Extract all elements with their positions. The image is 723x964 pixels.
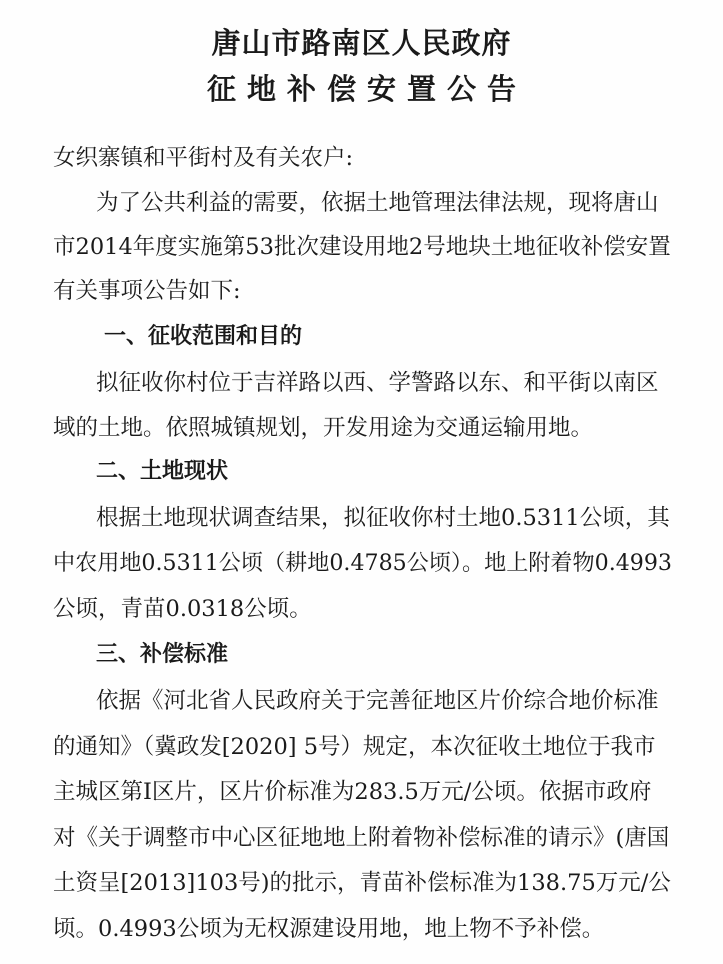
addressee: 女织寨镇和平街村及有关农户: — [53, 145, 354, 171]
title-line-1: 唐山市路南区人民政府 — [211, 26, 512, 60]
section-2-heading: 二、土地现状 — [96, 459, 229, 484]
section-2-line: 中农用地0.5311公顷（耕地0.4785公顷）。地上附着物0.4993 — [53, 550, 672, 576]
section-1-line: 域的土地。依照城镇规划，开发用途为交通运输用地。 — [53, 415, 594, 441]
intro-line: 有关事项公告如下: — [53, 278, 241, 304]
section-1-heading: 一、征收范围和目的 — [104, 324, 303, 349]
section-3-line: 依据《河北省人民政府关于完善征地区片价综合地价标准 — [96, 688, 659, 714]
section-3-heading: 三、补偿标准 — [96, 642, 229, 667]
section-3-line: 主城区第Ⅰ区片，区片价标准为283.5万元/公顷。依据市政府 — [53, 779, 652, 805]
title-line-2: 征地补偿安置公告 — [206, 72, 527, 106]
section-3-line: 土资呈[2013]103号)的批示，青苗补偿标准为138.75万元/公 — [53, 870, 671, 896]
intro-line: 市2014年度实施第53批次建设用地2号地块土地征收补偿安置 — [53, 234, 671, 260]
section-3-line: 对《关于调整市中心区征地地上附着物补偿标准的请示》(唐国 — [53, 825, 670, 851]
intro-line: 为了公共利益的需要，依据土地管理法律法规，现将唐山 — [96, 190, 659, 216]
section-2-line: 根据土地现状调查结果，拟征收你村土地0.5311公顷，其 — [96, 505, 670, 531]
section-3-line: 顷。0.4993公顷为无权源建设用地，地上物不予补偿。 — [53, 916, 605, 942]
section-1-line: 拟征收你村位于吉祥路以西、学警路以东、和平街以南区 — [96, 370, 659, 396]
section-2-line: 公顷，青苗0.0318公顷。 — [53, 596, 312, 622]
section-3-line: 的通知》（冀政发[2020] 5号）规定，本次征收土地位于我市 — [53, 734, 656, 760]
